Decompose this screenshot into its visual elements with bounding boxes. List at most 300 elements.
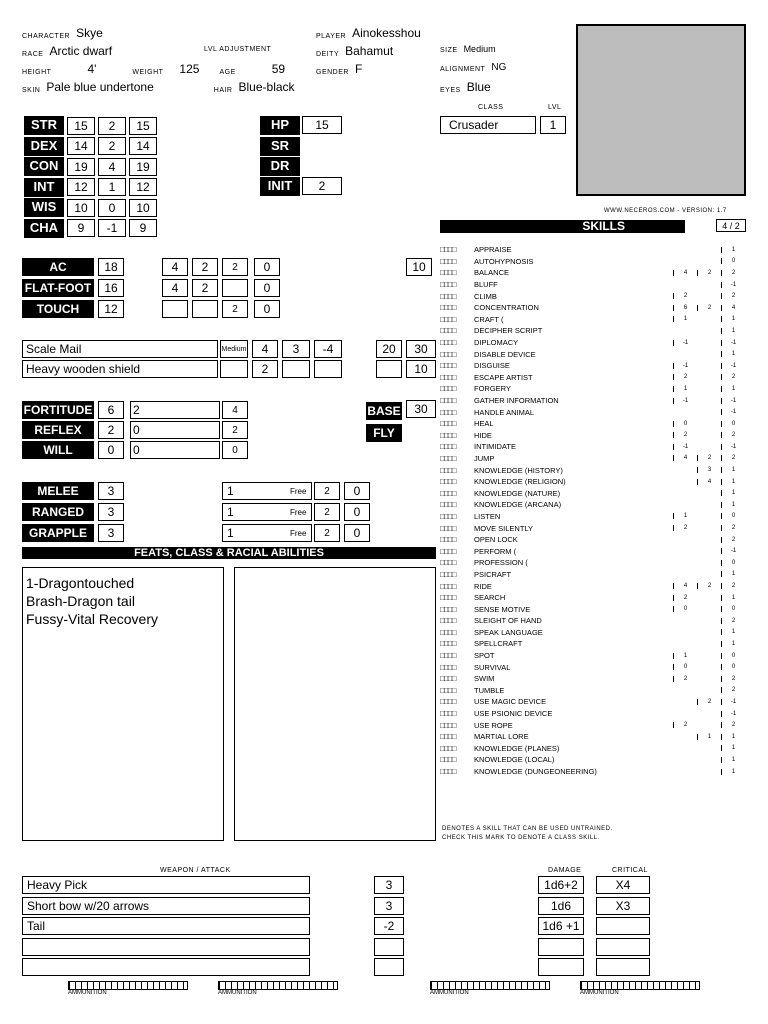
skill-ranks[interactable]: 3 bbox=[697, 467, 721, 473]
weapon-name[interactable] bbox=[22, 938, 310, 956]
skill-row[interactable] bbox=[440, 627, 745, 639]
skill-row[interactable] bbox=[440, 487, 745, 499]
armor-weight[interactable]: 30 bbox=[406, 340, 436, 358]
ac-armor: 4 bbox=[162, 279, 188, 297]
hp-value[interactable]: 15 bbox=[302, 116, 342, 134]
max-ranks: 4 / 2 bbox=[716, 219, 746, 232]
skill-name: SWIM bbox=[474, 674, 495, 684]
fly-label: FLY bbox=[366, 424, 402, 442]
save-base[interactable]: 0 bbox=[130, 421, 220, 439]
skill-ability: 0 bbox=[721, 513, 745, 519]
weapon-total[interactable] bbox=[374, 938, 404, 956]
alignment-row: ALIGNMENT NG bbox=[440, 62, 507, 73]
skill-checkbox-icon[interactable]: □□□□ bbox=[440, 314, 456, 324]
ability-base[interactable]: 14 bbox=[129, 137, 157, 155]
skill-ability: 1 bbox=[721, 641, 745, 647]
ability-base[interactable]: 12 bbox=[129, 178, 157, 196]
skill-row[interactable] bbox=[440, 279, 745, 291]
skill-checkbox-icon[interactable]: □□□□ bbox=[440, 396, 456, 406]
skill-name: CRAFT ( bbox=[474, 314, 504, 324]
skill-row[interactable] bbox=[440, 650, 745, 662]
skill-ability: -1 bbox=[721, 711, 745, 717]
skill-name: TUMBLE bbox=[474, 685, 505, 695]
skill-checkbox-icon[interactable]: □□□□ bbox=[440, 338, 456, 348]
skill-checkbox-icon[interactable]: □□□□ bbox=[440, 511, 456, 521]
skill-row[interactable] bbox=[440, 534, 745, 546]
feat-item: Fussy-Vital Recovery bbox=[26, 611, 159, 627]
skill-row[interactable] bbox=[440, 337, 745, 349]
skill-total: 6 bbox=[673, 305, 697, 311]
gender-row: GENDER F bbox=[316, 62, 363, 76]
skill-total: 2 bbox=[673, 432, 697, 438]
armor-speed[interactable]: 20 bbox=[376, 340, 402, 358]
ability-row bbox=[24, 116, 157, 135]
character-name[interactable]: Skye bbox=[76, 26, 103, 40]
skill-row[interactable] bbox=[440, 545, 745, 557]
armor-name[interactable]: Heavy wooden shield bbox=[22, 360, 218, 378]
skill-total: 4 bbox=[673, 455, 697, 461]
skill-ranks[interactable]: 2 bbox=[697, 583, 721, 589]
skill-name: ESCAPE ARTIST bbox=[474, 372, 533, 382]
weapon-total[interactable] bbox=[374, 958, 404, 976]
skill-row[interactable] bbox=[440, 603, 745, 615]
ac-size: 0 bbox=[254, 279, 280, 297]
skill-checkbox-icon[interactable]: □□□□ bbox=[440, 500, 456, 510]
skill-row[interactable] bbox=[440, 638, 745, 650]
skill-ranks[interactable]: 2 bbox=[697, 305, 721, 311]
feat-item: 1-Dragontouched bbox=[26, 575, 135, 591]
ability-name: CON bbox=[24, 157, 64, 176]
ability-row bbox=[24, 157, 157, 176]
skill-checkbox-icon[interactable]: □□□□ bbox=[440, 523, 456, 533]
skill-name: HANDLE ANIMAL bbox=[474, 407, 535, 417]
ability-score[interactable]: 12 bbox=[67, 178, 95, 196]
skill-row[interactable] bbox=[440, 302, 745, 314]
skill-checkbox-icon[interactable]: □□□□ bbox=[440, 569, 456, 579]
weapon-total[interactable]: 3 bbox=[374, 897, 404, 915]
skill-row[interactable] bbox=[440, 499, 745, 511]
skill-ability: 0 bbox=[721, 606, 745, 612]
skill-ability: 2 bbox=[721, 270, 745, 276]
ac-size: 0 bbox=[254, 300, 280, 318]
skill-row[interactable] bbox=[440, 325, 745, 337]
skill-ability: 0 bbox=[721, 664, 745, 670]
skill-ability: 1 bbox=[721, 467, 745, 473]
skill-row[interactable] bbox=[440, 580, 745, 592]
skill-row[interactable] bbox=[440, 476, 745, 488]
ammo-1[interactable]: AMMUNITION bbox=[68, 981, 188, 996]
skill-name: MARTIAL LORE bbox=[474, 732, 529, 742]
ac-total: 18 bbox=[98, 258, 124, 276]
skill-row[interactable] bbox=[440, 569, 745, 581]
skill-checkbox-icon[interactable]: □□□□ bbox=[440, 430, 456, 440]
skill-row[interactable] bbox=[440, 685, 745, 697]
skill-checkbox-icon[interactable]: □□□□ bbox=[440, 349, 456, 359]
skill-checkbox-icon[interactable]: □□□□ bbox=[440, 535, 456, 545]
attack-base[interactable]: 1 bbox=[222, 503, 312, 521]
save-ability: 4 bbox=[222, 401, 248, 419]
skill-checkbox-icon[interactable]: □□□□ bbox=[440, 720, 456, 730]
skill-ability: 1 bbox=[721, 490, 745, 496]
skill-checkbox-icon[interactable]: □□□□ bbox=[440, 616, 456, 626]
skill-name: CONCENTRATION bbox=[474, 303, 539, 313]
skill-row[interactable] bbox=[440, 464, 745, 476]
armor-type[interactable] bbox=[220, 360, 248, 378]
skill-name: APPRAISE bbox=[474, 245, 512, 255]
skill-ability: 2 bbox=[721, 374, 745, 380]
armor-speed[interactable] bbox=[376, 360, 402, 378]
skill-name: DISABLE DEVICE bbox=[474, 349, 536, 359]
skill-checkbox-icon[interactable]: □□□□ bbox=[440, 256, 456, 266]
skill-row[interactable] bbox=[440, 673, 745, 685]
ac-dex bbox=[222, 279, 248, 297]
skill-name: DIPLOMACY bbox=[474, 338, 519, 348]
ammo-2[interactable]: AMMUNITION bbox=[218, 981, 338, 996]
weapon-name[interactable]: Tail bbox=[22, 917, 310, 935]
skill-name: PROFESSION ( bbox=[474, 558, 528, 568]
skill-row[interactable] bbox=[440, 557, 745, 569]
ammo-4[interactable]: AMMUNITION bbox=[580, 981, 700, 996]
dr-label: DR bbox=[260, 157, 300, 176]
skill-checkbox-icon[interactable]: □□□□ bbox=[440, 419, 456, 429]
skill-name: DECIPHER SCRIPT bbox=[474, 326, 543, 336]
weapon-damage[interactable]: 1d6 +1 bbox=[538, 917, 584, 935]
skill-row[interactable] bbox=[440, 406, 745, 418]
weapon-damage[interactable]: 1d6 bbox=[538, 897, 584, 915]
skill-name: FORGERY bbox=[474, 384, 511, 394]
skill-checkbox-icon[interactable]: □□□□ bbox=[440, 442, 456, 452]
save-label: WILL bbox=[22, 441, 94, 459]
skin-row: SKIN Pale blue undertone HAIR Blue-black bbox=[22, 80, 295, 94]
skill-total: 2 bbox=[673, 722, 697, 728]
skill-checkbox-icon[interactable]: □□□□ bbox=[440, 732, 456, 742]
skill-row[interactable] bbox=[440, 290, 745, 302]
skill-ability: 2 bbox=[721, 525, 745, 531]
weapon-name[interactable]: Heavy Pick bbox=[22, 876, 310, 894]
skill-row[interactable] bbox=[440, 441, 745, 453]
skill-row[interactable] bbox=[440, 314, 745, 326]
skill-checkbox-icon[interactable]: □□□□ bbox=[440, 465, 456, 475]
attack-ability: 2 bbox=[314, 503, 340, 521]
class-name[interactable]: Crusader bbox=[440, 116, 536, 134]
ac-shield bbox=[192, 300, 218, 318]
sr-label: SR bbox=[260, 137, 300, 156]
attack-total: 3 bbox=[98, 482, 124, 500]
ability-modifier: 1 bbox=[98, 178, 126, 196]
skill-ability: -1 bbox=[721, 398, 745, 404]
skill-ability: 1 bbox=[721, 769, 745, 775]
armor-type[interactable]: Medium bbox=[220, 340, 248, 358]
skill-ability: 2 bbox=[721, 618, 745, 624]
skill-checkbox-icon[interactable]: □□□□ bbox=[440, 593, 456, 603]
skill-checkbox-icon[interactable]: □□□□ bbox=[440, 280, 456, 290]
skill-ability: 4 bbox=[721, 305, 745, 311]
skill-row[interactable] bbox=[440, 418, 745, 430]
skill-row[interactable] bbox=[440, 708, 745, 720]
skill-name: BALANCE bbox=[474, 268, 510, 278]
skill-ranks[interactable]: 1 bbox=[697, 734, 721, 740]
weapon-name[interactable] bbox=[22, 958, 310, 976]
armor-maxdex[interactable] bbox=[282, 360, 310, 378]
skill-name: HEAL bbox=[474, 419, 494, 429]
skill-checkbox-icon[interactable]: □□□□ bbox=[440, 767, 456, 777]
ac-label: TOUCH bbox=[22, 300, 94, 318]
weapon-critical[interactable] bbox=[596, 938, 650, 956]
skill-name: MOVE SILENTLY bbox=[474, 523, 534, 533]
attack-total: 3 bbox=[98, 524, 124, 542]
skill-row[interactable] bbox=[440, 511, 745, 523]
weapon-total[interactable]: 3 bbox=[374, 876, 404, 894]
skill-ability: 0 bbox=[721, 258, 745, 264]
save-base[interactable]: 0 bbox=[130, 441, 220, 459]
skill-checkbox-icon[interactable]: □□□□ bbox=[440, 303, 456, 313]
skill-checkbox-icon[interactable]: □□□□ bbox=[440, 268, 456, 278]
ability-modifier: 2 bbox=[98, 137, 126, 155]
ability-score[interactable]: 10 bbox=[67, 199, 95, 217]
skill-name: PSICRAFT bbox=[474, 569, 512, 579]
ac-dex: 2 bbox=[222, 300, 248, 318]
armor-name[interactable]: Scale Mail bbox=[22, 340, 218, 358]
attack-label: MELEE bbox=[22, 482, 94, 500]
skill-total: 2 bbox=[673, 676, 697, 682]
skill-row[interactable] bbox=[440, 256, 745, 268]
skill-total: 0 bbox=[673, 606, 697, 612]
skill-ability: 1 bbox=[721, 479, 745, 485]
skill-row[interactable] bbox=[440, 766, 745, 778]
skill-total: 0 bbox=[673, 664, 697, 670]
skill-name: KNOWLEDGE (NATURE) bbox=[474, 488, 561, 498]
skill-row[interactable] bbox=[440, 661, 745, 673]
skill-name: INTIMIDATE bbox=[474, 442, 516, 452]
ability-row bbox=[24, 178, 157, 197]
armor-maxdex[interactable]: 3 bbox=[282, 340, 310, 358]
skill-checkbox-icon[interactable]: □□□□ bbox=[440, 477, 456, 487]
ac-shield: 2 bbox=[192, 279, 218, 297]
feats-box-2[interactable] bbox=[234, 567, 436, 841]
weapon-critical[interactable] bbox=[596, 917, 650, 935]
attack-base[interactable]: 1 bbox=[222, 524, 312, 542]
character-sheet: CHARACTER Skye PLAYER Ainokesshou RACE Arctic dwarf LVL ADJUSTMENT DEITY Bahamut SIZE Medium HEIGHT 4' WEIGHT 125 AGE 59 GENDER F ALIGNMENT NG SKIN Pale blue undertone HAIR Blue-black EYES Blue STR 15 2 15 DEX 14 2 14 CON 19 4 19 INT 12 1 12 WIS 10 0 10 CHA 9 -1 9 HP 15 SR DR INIT 2 CLASS LVL Crusader 1 AC 18 4 2 2 0 FLAT-FOOT 16 4 2 0 TOUCH 12 2 0 10 Scale Mail Medium 4 3 -4 20 30 Heavy wooden shield 2 10 FORTITUDE 6 2 4 REFLEX 2 0 2 WILL 0 0 0 BASE 30 FLY MELEE 3 1 Free 2 0 RANGED 3 1 Free 2 0 GRAPPLE 3 1 Free 2 0 FEATS, CLASS & RACIAL ABILITIES 1-Dragontouched Brash-Dragon tail Fussy-Vital Recovery WWW.NECEROS.COM - VERSION: 1.7 SKILLS 4 / 2 □□□□ APPRAISE 1 □□□□ AUTOHYPNOSIS 0 □□□□ BALANCE 4 2 2 □□□□ BLUFF -1 □□□□ CLIMB 2 2 □□□□ CONCENTRATION 6 2 4 □□□□ CRAFT ( 1 1 □□□□ DECIPHER SCRIPT 1 □□□□ DIPLOMACY -1 -1 □□□□ DISABLE DEVICE 1 □□□□ DISGUISE -1 -1 □□□□ ESCAPE ARTIST 2 2 □□□□ FORGERY 1 1 □□□□ GATHER INFORMATION -1 -1 □□□□ HANDLE ANIMAL -1 □□□□ HEAL 0 0 □□□□ HIDE 2 2 □□□□ INTIMIDATE -1 -1 □□□□ JUMP 4 2 2 □□□□ KNOWLEDGE (HISTORY) 3 1 □□□□ KNOWLEDGE (RELIGION) 4 1 □□□□ KNOWLEDGE (NATURE) 1 □□□□ KNOWLEDGE (ARCANA) 1 □□□□ LISTEN 1 0 □□□□ MOVE SILENTLY 2 2 □□□□ OPEN LOCK 2 □□□□ PERFORM ( -1 □□□□ PROFESSION ( 0 □□□□ PSICRAFT 1 □□□□ RIDE 4 2 2 □□□□ SEARCH 2 1 □□□□ SENSE MOTIVE 0 0 □□□□ SLEIGHT OF HAND 2 □□□□ SPEAK LANGUAGE 1 □□□□ SPELLCRAFT 1 □□□□ SPOT 1 0 □□□□ SURVIVAL 0 0 □□□□ SWIM 2 2 □□□□ TUMBLE 2 □□□□ USE MAGIC DEVICE 2 -1 □□□□ USE PSIONIC DEVICE -1 □□□□ USE ROPE 2 2 □□□□ MARTIAL LORE 1 1 □□□□ KNOWLEDGE (PLANES) 1 □□□□ KNOWLEDGE (LOCAL) 1 □□□□ KNOWLEDGE (DUNGEONEERING) 1 DENOTES A SKILL THAT CAN BE USED UNTRAINED. CHECK THIS MARK TO DENOTE A CLASS SKILL. WEAPON / ATTACK DAMAGE CRITICAL Heavy Pick 3 1d6+2 X4 Short bow w/20 arrows 3 1d6 X3 Tail -2 1d6 +1 AMMUNITION AMMUNITION AMMUNITION AMMUNITION bbox=[0, 0, 768, 1024]
skill-name: RIDE bbox=[474, 581, 492, 591]
skill-row[interactable] bbox=[440, 754, 745, 766]
skill-total: -1 bbox=[673, 340, 697, 346]
skill-checkbox-icon[interactable]: □□□□ bbox=[440, 604, 456, 614]
save-ability: 0 bbox=[222, 441, 248, 459]
skill-checkbox-icon[interactable]: □□□□ bbox=[440, 372, 456, 382]
skill-row[interactable] bbox=[440, 430, 745, 442]
attack-size: 0 bbox=[344, 503, 370, 521]
skill-total: 1 bbox=[673, 316, 697, 322]
ability-row bbox=[24, 219, 157, 238]
attack-label: RANGED bbox=[22, 503, 94, 521]
feats-header: FEATS, CLASS & RACIAL ABILITIES bbox=[22, 547, 436, 559]
skill-name: SENSE MOTIVE bbox=[474, 604, 531, 614]
attack-size: 0 bbox=[344, 524, 370, 542]
skill-checkbox-icon[interactable]: □□□□ bbox=[440, 245, 456, 255]
skill-checkbox-icon[interactable]: □□□□ bbox=[440, 743, 456, 753]
skill-ability: -1 bbox=[721, 699, 745, 705]
skill-name: PERFORM ( bbox=[474, 546, 517, 556]
ac-size: 0 bbox=[254, 258, 280, 276]
attack-total: 3 bbox=[98, 503, 124, 521]
skill-checkbox-icon[interactable]: □□□□ bbox=[440, 407, 456, 417]
character-row: CHARACTER Skye bbox=[22, 26, 103, 40]
weapon-total[interactable]: -2 bbox=[374, 917, 404, 935]
skill-checkbox-icon[interactable]: □□□□ bbox=[440, 558, 456, 568]
ac-label: AC bbox=[22, 258, 94, 276]
attack-free: Free bbox=[290, 529, 307, 538]
skill-row[interactable] bbox=[440, 360, 745, 372]
skill-row[interactable] bbox=[440, 731, 745, 743]
armor-check[interactable] bbox=[314, 360, 342, 378]
skill-checkbox-icon[interactable]: □□□□ bbox=[440, 453, 456, 463]
weapon-damage[interactable] bbox=[538, 958, 584, 976]
ability-name: WIS bbox=[24, 198, 64, 217]
skill-ability: 1 bbox=[721, 351, 745, 357]
skill-checkbox-icon[interactable]: □□□□ bbox=[440, 697, 456, 707]
skill-row[interactable] bbox=[440, 743, 745, 755]
armor-weight[interactable]: 10 bbox=[406, 360, 436, 378]
max-dex-value[interactable]: 10 bbox=[406, 258, 432, 276]
skill-name: BLUFF bbox=[474, 280, 498, 290]
skill-name: SLEIGHT OF HAND bbox=[474, 616, 542, 626]
ability-base[interactable]: 19 bbox=[129, 158, 157, 176]
skill-name: SEARCH bbox=[474, 593, 506, 603]
skill-checkbox-icon[interactable]: □□□□ bbox=[440, 685, 456, 695]
feats-box[interactable] bbox=[22, 567, 224, 841]
init-value[interactable]: 2 bbox=[302, 177, 342, 195]
skill-checkbox-icon[interactable]: □□□□ bbox=[440, 384, 456, 394]
skill-checkbox-icon[interactable]: □□□□ bbox=[440, 651, 456, 661]
class-level[interactable]: 1 bbox=[540, 116, 566, 134]
skill-row[interactable] bbox=[440, 522, 745, 534]
weapon-name[interactable]: Short bow w/20 arrows bbox=[22, 897, 310, 915]
player-row: PLAYER Ainokesshou bbox=[316, 26, 421, 40]
skill-checkbox-icon[interactable]: □□□□ bbox=[440, 291, 456, 301]
weapon-critical[interactable]: X3 bbox=[596, 897, 650, 915]
skill-ability: -1 bbox=[721, 340, 745, 346]
skill-ability: 2 bbox=[721, 455, 745, 461]
skill-checkbox-icon[interactable]: □□□□ bbox=[440, 326, 456, 336]
attack-ability: 2 bbox=[314, 524, 340, 542]
skill-ability: -1 bbox=[721, 282, 745, 288]
ability-base[interactable]: 15 bbox=[129, 117, 157, 135]
ac-dex: 2 bbox=[222, 258, 248, 276]
attack-base[interactable]: 1 bbox=[222, 482, 312, 500]
weapon-damage[interactable] bbox=[538, 938, 584, 956]
skill-row[interactable] bbox=[440, 267, 745, 279]
save-base[interactable]: 2 bbox=[130, 401, 220, 419]
ability-score[interactable]: 9 bbox=[67, 219, 95, 237]
ability-name: DEX bbox=[24, 137, 64, 156]
ability-base[interactable]: 10 bbox=[129, 199, 157, 217]
skill-name: SURVIVAL bbox=[474, 662, 511, 672]
skill-checkbox-icon[interactable]: □□□□ bbox=[440, 755, 456, 765]
skill-checkbox-icon[interactable]: □□□□ bbox=[440, 627, 456, 637]
ac-armor: 4 bbox=[162, 258, 188, 276]
attack-ability: 2 bbox=[314, 482, 340, 500]
skill-checkbox-icon[interactable]: □□□□ bbox=[440, 581, 456, 591]
skill-ability: 2 bbox=[721, 432, 745, 438]
skill-row[interactable] bbox=[440, 383, 745, 395]
ability-modifier: -1 bbox=[98, 219, 126, 237]
skill-ability: -1 bbox=[721, 548, 745, 554]
save-total: 6 bbox=[98, 401, 124, 419]
skill-name: USE PSIONIC DEVICE bbox=[474, 709, 553, 719]
skill-ability: 1 bbox=[721, 316, 745, 322]
weapon-critical[interactable]: X4 bbox=[596, 876, 650, 894]
skill-row[interactable] bbox=[440, 615, 745, 627]
deity-row: DEITY Bahamut bbox=[316, 44, 394, 58]
ability-name: CHA bbox=[24, 219, 64, 238]
armor-ac[interactable]: 2 bbox=[252, 360, 278, 378]
save-label: REFLEX bbox=[22, 421, 94, 439]
skill-row[interactable] bbox=[440, 453, 745, 465]
player-name[interactable]: Ainokesshou bbox=[352, 26, 421, 40]
skill-name: LISTEN bbox=[474, 511, 501, 521]
ability-score[interactable]: 19 bbox=[67, 158, 95, 176]
height-row: HEIGHT 4' WEIGHT 125 AGE 59 bbox=[22, 62, 286, 76]
ability-base[interactable]: 9 bbox=[129, 219, 157, 237]
skill-checkbox-icon[interactable]: □□□□ bbox=[440, 639, 456, 649]
skill-checkbox-icon[interactable]: □□□□ bbox=[440, 361, 456, 371]
save-total: 2 bbox=[98, 421, 124, 439]
skill-ability: 2 bbox=[721, 583, 745, 589]
base-speed-value[interactable]: 30 bbox=[406, 400, 436, 418]
skill-total: -1 bbox=[673, 398, 697, 404]
attack-label: GRAPPLE bbox=[22, 524, 94, 542]
weapon-damage[interactable]: 1d6+2 bbox=[538, 876, 584, 894]
skill-checkbox-icon[interactable]: □□□□ bbox=[440, 674, 456, 684]
race-row: RACE Arctic dwarf bbox=[22, 44, 113, 58]
skill-row[interactable] bbox=[440, 372, 745, 384]
skill-row[interactable] bbox=[440, 395, 745, 407]
skill-ability: 2 bbox=[721, 537, 745, 543]
ability-modifier: 4 bbox=[98, 158, 126, 176]
skill-checkbox-icon[interactable]: □□□□ bbox=[440, 546, 456, 556]
skill-row[interactable] bbox=[440, 348, 745, 360]
skill-ranks[interactable]: 2 bbox=[697, 270, 721, 276]
skill-total: 1 bbox=[673, 653, 697, 659]
skill-name: KNOWLEDGE (RELIGION) bbox=[474, 477, 566, 487]
skill-ranks[interactable]: 2 bbox=[697, 699, 721, 705]
skill-ranks[interactable]: 4 bbox=[697, 479, 721, 485]
ammo-3[interactable]: AMMUNITION bbox=[430, 981, 550, 996]
save-ability: 2 bbox=[222, 421, 248, 439]
armor-check[interactable]: -4 bbox=[314, 340, 342, 358]
skill-row[interactable] bbox=[440, 592, 745, 604]
skill-name: CLIMB bbox=[474, 291, 497, 301]
skill-checkbox-icon[interactable]: □□□□ bbox=[440, 709, 456, 719]
save-label: FORTITUDE bbox=[23, 403, 93, 417]
skill-checkbox-icon[interactable]: □□□□ bbox=[440, 488, 456, 498]
armor-ac[interactable]: 4 bbox=[252, 340, 278, 358]
character-portrait[interactable] bbox=[576, 24, 746, 196]
skill-ranks[interactable]: 2 bbox=[697, 455, 721, 461]
ability-score[interactable]: 15 bbox=[67, 117, 95, 135]
skill-row[interactable] bbox=[440, 244, 745, 256]
skill-ability: 1 bbox=[721, 247, 745, 253]
ability-name: STR bbox=[24, 116, 64, 135]
weapon-critical[interactable] bbox=[596, 958, 650, 976]
ability-row bbox=[24, 198, 157, 217]
skill-name: KNOWLEDGE (PLANES) bbox=[474, 743, 560, 753]
skill-name: HIDE bbox=[474, 430, 492, 440]
skill-row[interactable] bbox=[440, 696, 745, 708]
skill-checkbox-icon[interactable]: □□□□ bbox=[440, 662, 456, 672]
ability-score[interactable]: 14 bbox=[67, 137, 95, 155]
skill-row[interactable] bbox=[440, 719, 745, 731]
